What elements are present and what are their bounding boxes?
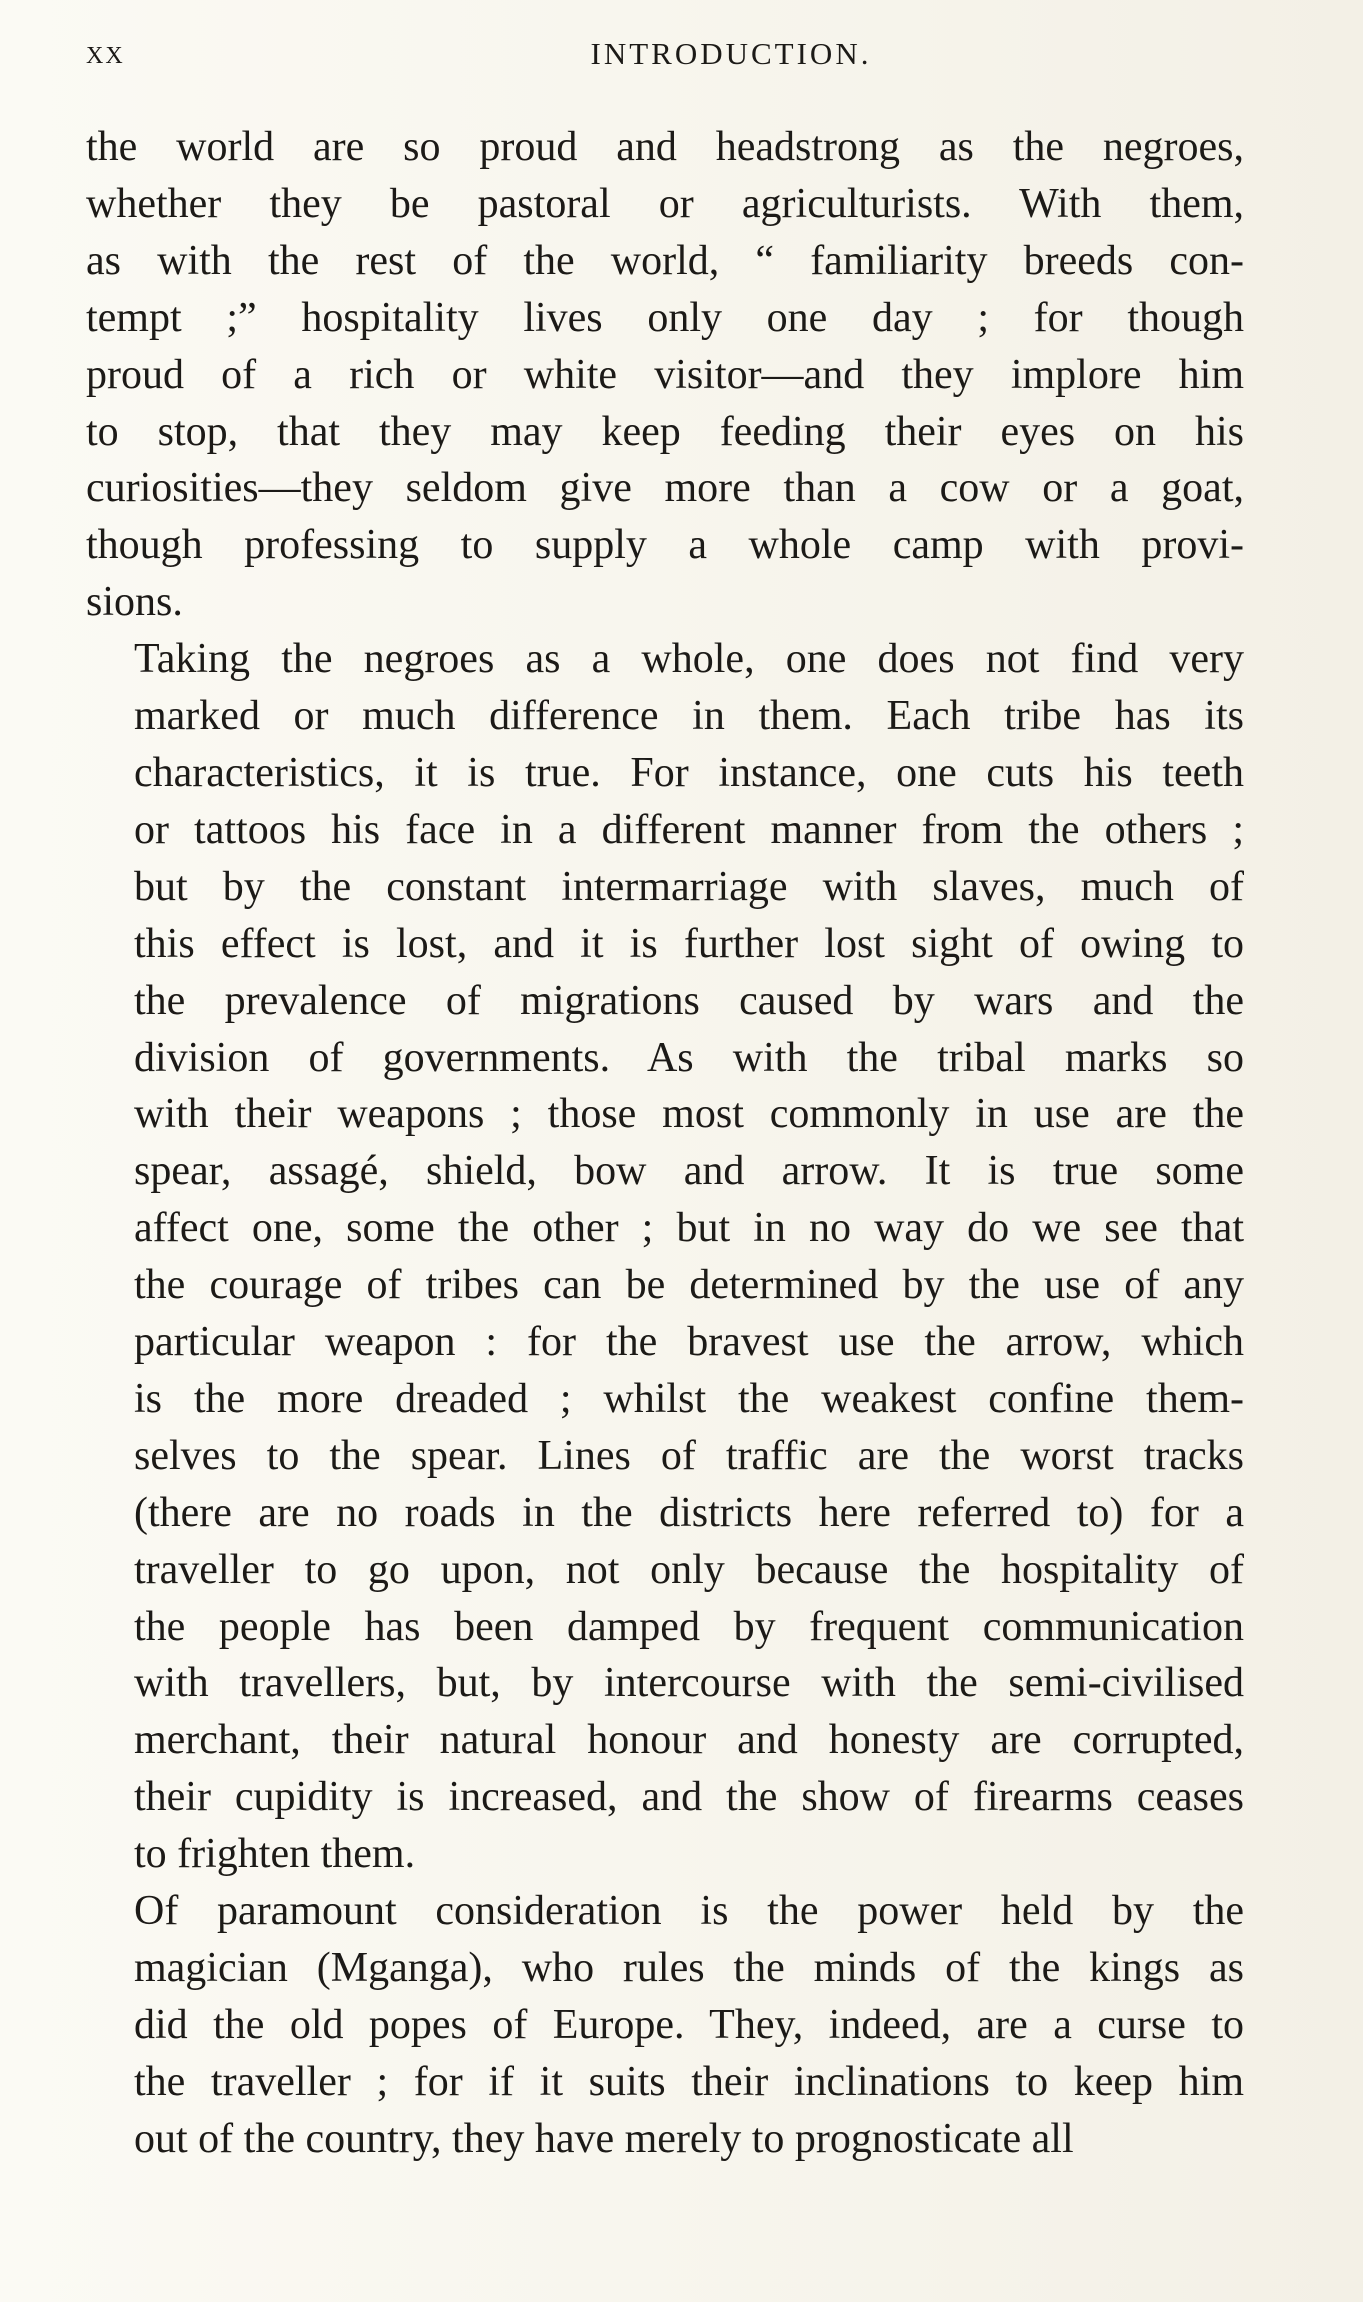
text-line: spear, assagé, shield, bow and arrow. It is true some bbox=[134, 1148, 1244, 1195]
text-line: Taking the negroes as a whole, one does not find very bbox=[134, 636, 1244, 683]
text-line: magician (Mganga), who rules the minds of the kings as bbox=[134, 1945, 1244, 1991]
text-line: marked or much difference in them. Each tribe has its bbox=[134, 693, 1244, 740]
text-line: to frighten them. bbox=[134, 1831, 416, 1878]
text-line: (there are no roads in the districts here referred to) for a bbox=[134, 1489, 1244, 1536]
text-line: their cupidity is increased, and the show of firearms ceases bbox=[134, 1774, 1244, 1821]
text-line: the people has been damped by frequent communication bbox=[134, 1603, 1244, 1650]
text-line: out of the country, they have merely to prognosticate all bbox=[134, 2115, 1074, 2162]
text-line: with travellers, but, by intercourse with the semi-civilised bbox=[134, 1660, 1244, 1707]
running-head bbox=[86, 34, 1256, 74]
text-line: whether they be pastoral or agriculturists. With them, bbox=[86, 180, 1244, 227]
text-line: Of paramount consideration is the power held by the bbox=[134, 1888, 1244, 1935]
text-line: merchant, their natural honour and honesty are corrupted, bbox=[134, 1717, 1244, 1764]
body-text bbox=[86, 119, 1244, 2168]
text-line: with their weapons ; those most commonly in use are the bbox=[134, 1091, 1244, 1138]
text-line: the world are so proud and headstrong as the negroes, bbox=[86, 124, 1244, 170]
text-line: sions. bbox=[86, 579, 183, 626]
text-line: but by the constant intermarriage with slaves, much of bbox=[134, 863, 1244, 910]
text-line: proud of a rich or white visitor—and they implore him bbox=[86, 351, 1244, 398]
text-line: curiosities—they seldom give more than a cow or a goat, bbox=[86, 465, 1244, 512]
page-number: xx bbox=[86, 34, 125, 71]
text-line: the prevalence of migrations caused by wars and the bbox=[134, 977, 1244, 1024]
text-line: tempt ;” hospitality lives only one day ; for though bbox=[86, 294, 1244, 341]
paragraph bbox=[86, 631, 1244, 1883]
text-line: the courage of tribes can be determined by the use of any bbox=[134, 1262, 1244, 1309]
text-line: though professing to supply a whole camp with provi- bbox=[86, 522, 1244, 569]
text-line: to stop, that they may keep feeding their eyes on his bbox=[86, 408, 1244, 455]
paragraph bbox=[86, 1883, 1244, 2168]
running-title: INTRODUCTION. bbox=[590, 36, 872, 71]
text-line: or tattoos his face in a different manner from the others ; bbox=[134, 806, 1244, 853]
text-line: characteristics, it is true. For instance, one cuts his teeth bbox=[134, 749, 1244, 796]
text-line: particular weapon : for the bravest use the arrow, which bbox=[134, 1319, 1244, 1366]
text-line: selves to the spear. Lines of traffic are the worst tracks bbox=[134, 1432, 1244, 1479]
text-line: is the more dreaded ; whilst the weakest confine them- bbox=[134, 1375, 1244, 1422]
text-line: traveller to go upon, not only because the hospitality of bbox=[134, 1546, 1244, 1593]
text-line: the traveller ; for if it suits their inclinations to keep him bbox=[134, 2058, 1244, 2105]
text-line: affect one, some the other ; but in no way do we see that bbox=[134, 1205, 1244, 1252]
text-line: division of governments. As with the tribal marks so bbox=[134, 1034, 1244, 1081]
paragraph bbox=[86, 119, 1244, 631]
text-line: did the old popes of Europe. They, indeed, are a curse to bbox=[134, 2001, 1244, 2048]
text-line: as with the rest of the world, “ familiarity breeds con- bbox=[86, 237, 1244, 284]
text-line: this effect is lost, and it is further lost sight of owing to bbox=[134, 920, 1244, 967]
